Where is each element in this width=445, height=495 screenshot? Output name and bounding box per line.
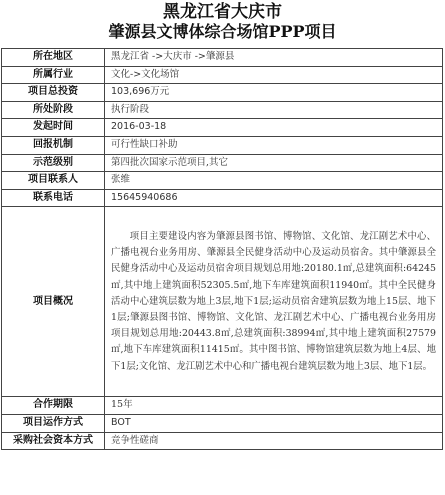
row-value: 竞争性磋商 — [105, 432, 443, 450]
row-label: 项目总投资 — [2, 84, 105, 102]
row-value: 黑龙江省 ->大庆市 ->肇源县 — [105, 49, 443, 67]
title-line-1: 黑龙江省大庆市 — [163, 2, 282, 22]
table-row-industry — [2, 66, 443, 84]
document-title — [0, 0, 445, 42]
row-label: 所在地区 — [2, 49, 105, 67]
row-label: 联系电话 — [2, 189, 105, 207]
table-row-operation-mode — [2, 414, 443, 432]
title-line-2: 肇源县文博体综合场馆PPP项目 — [108, 22, 337, 41]
row-value: 第四批次国家示范项目,其它 — [105, 154, 443, 172]
row-value: 15年 — [105, 397, 443, 415]
row-label: 示范级别 — [2, 154, 105, 172]
row-label: 所属行业 — [2, 66, 105, 84]
row-label: 项目概况 — [2, 207, 105, 397]
row-value: 文化->文化场馆 — [105, 66, 443, 84]
table-row-region — [2, 49, 443, 67]
row-label: 所处阶段 — [2, 101, 105, 119]
row-label: 合作期限 — [2, 397, 105, 415]
table-row-launch-date — [2, 119, 443, 137]
table-row-total-investment — [2, 84, 443, 102]
row-label: 项目运作方式 — [2, 414, 105, 432]
row-value: 103,696万元 — [105, 84, 443, 102]
table-row-cooperation-term — [2, 397, 443, 415]
table-row-procurement-method — [2, 432, 443, 450]
table-row-contact-person — [2, 172, 443, 190]
table-row-overview — [2, 207, 443, 397]
row-label: 发起时间 — [2, 119, 105, 137]
row-value: 2016-03-18 — [105, 119, 443, 137]
row-value: 执行阶段 — [105, 101, 443, 119]
row-label: 项目联系人 — [2, 172, 105, 190]
table-row-return-mechanism — [2, 136, 443, 154]
table-row-phone — [2, 189, 443, 207]
table-row-stage — [2, 101, 443, 119]
table-row-demo-level — [2, 154, 443, 172]
row-value: BOT — [105, 414, 443, 432]
row-value: 可行性缺口补助 — [105, 136, 443, 154]
row-value: 15645940686 — [105, 189, 443, 207]
project-info-table — [1, 48, 443, 450]
row-label: 回报机制 — [2, 136, 105, 154]
row-value: 张维 — [105, 172, 443, 190]
overview-paragraph: 项目主要建设内容为肇源县图书馆、博物馆、文化馆、龙江剧艺术中心、广播电视台业务用房、肇源县全民健身活动中心及运动员宿舍。其中肇源县全民健身活动中心及运动员宿舍项目规划总用地:20180.1㎡,总建筑面积:64245㎡,其中地上建筑面积52305.5㎡,地下车库建筑面积11940㎡。其中全民健身活动中心建筑层数为地上3层,地下1层;运动员宿舍建筑层数为地上15层、地下1层;肇源县图书馆、博物馆、文化馆、龙江剧艺术中心、广播电视台业务用房项目规划总用地:20443.8㎡,总建筑面积:38994㎡,其中地上建筑面积27579㎡,地下车库建筑面积11415㎡。其中图书馆、博物馆建筑层数为地上4层、地下1层;文化馆、龙江剧艺术中心和广播电视台建筑层数为地上3层、地下1层。 — [105, 207, 443, 397]
row-label: 采购社会资本方式 — [2, 432, 105, 450]
